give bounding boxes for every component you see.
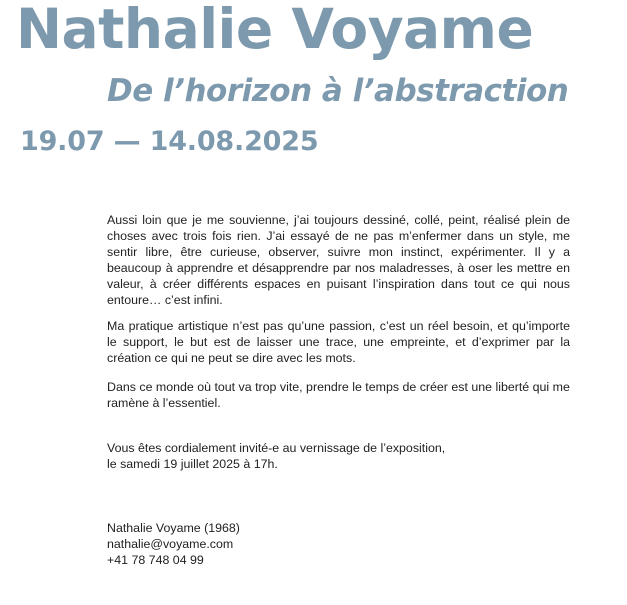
contact-name: Nathalie Voyame (1968)	[107, 521, 240, 535]
contact-email[interactable]: nathalie@voyame.com	[107, 537, 234, 551]
exhibition-title: De l’horizon à l’abstraction	[107, 73, 569, 109]
statement-paragraph-1: Aussi loin que je me souvienne, j’ai toujours dessiné, collé, peint, réalisé plein de choses avec trois fois rien. J’ai essayé de ne pas m’enfermer dans un style, me sentir libre, être curieuse, observer, suivre mon instinct, expérimenter. Il y a beaucoup à apprendre et désapprendre par nos maladresses, à oser les mettre en valeur, à créer différents espaces en puisant l’inspiration dans tout ce qui nous entoure… c’est infini.	[107, 213, 570, 307]
statement-paragraph-2: Ma pratique artistique n’est pas qu’une passion, c’est un réel besoin, et qu’importe le support, le but est de laisser une trace, une empreinte, et d’exprimer par la création ce qui ne peut se dire avec les mots.	[107, 319, 570, 365]
exhibition-dates: 19.07 — 14.08.2025	[20, 126, 319, 157]
contact-phone[interactable]: +41 78 748 04 99	[107, 553, 204, 567]
artist-name: Nathalie Voyame	[16, 0, 534, 61]
invitation-line-1: Vous êtes cordialement invité-e au vernissage de l’exposition,	[107, 441, 446, 455]
invitation-line-2: le samedi 19 juillet 2025 à 17h.	[107, 457, 278, 471]
contact-block	[107, 520, 240, 568]
invitation	[107, 440, 445, 472]
statement-paragraph-3: Dans ce monde où tout va trop vite, prendre le temps de créer est une liberté qui me ramène à l’essentiel.	[107, 380, 570, 410]
